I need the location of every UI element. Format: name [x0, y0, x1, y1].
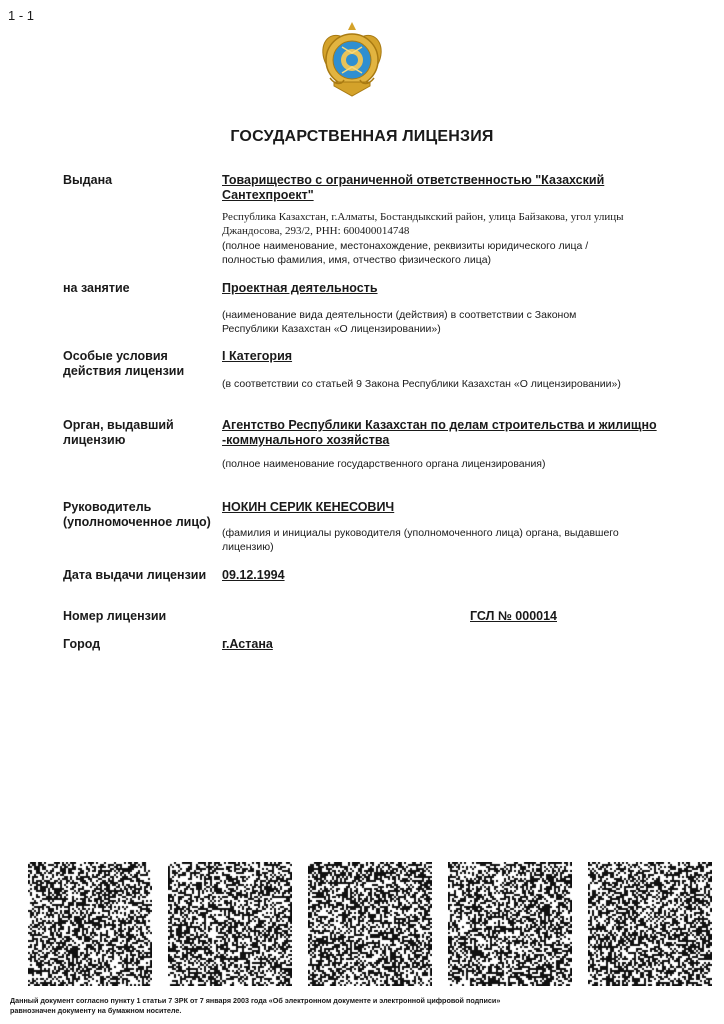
document-title: ГОСУДАРСТВЕННАЯ ЛИЦЕНЗИЯ [230, 128, 494, 145]
license-number-value: ГСЛ № 000014 [470, 609, 557, 623]
conditions-note: (в соответствии со статьей 9 Закона Республики Казахстан «О лицензировании») [222, 378, 621, 390]
city-value: г.Астана [222, 637, 273, 651]
city-label: Город [63, 637, 101, 651]
issued-to-address: Республика Казахстан, г.Алматы, Бостандыкский район, улица Байзакова, угол улицы Джандосова, 293/2, РНН: 600400014748 [222, 211, 624, 237]
conditions-label: Особые условия действия лицензии [63, 349, 185, 378]
issue-date-label: Дата выдачи лицензии [63, 568, 207, 582]
issued-to-label: Выдана [63, 173, 113, 187]
authority-value: Агентство Республики Казахстан по делам строительства и жилищно -коммунального хозяйства [222, 418, 657, 447]
barcode-strip [28, 862, 700, 986]
barcode-icon [308, 862, 432, 986]
barcode-icon [28, 862, 152, 986]
barcode-icon [168, 862, 292, 986]
barcode-icon [448, 862, 572, 986]
activity-note: (наименование вида деятельности (действия) в соответствии с Законом Республики Казахстан «О лицензировании») [222, 309, 577, 335]
issue-date-value: 09.12.1994 [222, 568, 285, 582]
activity-value: Проектная деятельность [222, 281, 378, 295]
footer-note-line: Данный документ согласно пункту 1 статьи 7 ЗРК от 7 января 2003 года «Об электронном документе и электронной цифровой подписи» [10, 996, 501, 1005]
barcode-icon [588, 862, 712, 986]
license-number-label: Номер лицензии [63, 609, 167, 623]
state-emblem-icon [316, 20, 388, 100]
authority-label: Орган, выдавший лицензию [63, 418, 174, 447]
page-number: 1 - 1 [8, 8, 35, 23]
head-value: НОКИН СЕРИК КЕНЕСОВИЧ [222, 500, 395, 514]
conditions-value: I Категория [222, 349, 293, 363]
issued-to-value: Товарищество с ограниченной ответственностью "Казахский Сантехпроект" [222, 173, 605, 202]
activity-label: на занятие [63, 281, 130, 295]
issued-to-note: (полное наименование, местонахождение, реквизиты юридического лица / полностью фамилия, имя, отчество физического лица) [222, 240, 589, 266]
footer-legal-note [10, 996, 500, 1016]
head-label: Руководитель (уполномоченное лицо) [63, 500, 211, 529]
head-note: (фамилия и инициалы руководителя (уполномоченного лица) органа, выдавшего лицензию) [222, 527, 619, 553]
authority-note: (полное наименование государственного органа лицензирования) [222, 458, 546, 470]
footer-note-line: равнозначен документу на бумажном носителе. [10, 1006, 182, 1015]
